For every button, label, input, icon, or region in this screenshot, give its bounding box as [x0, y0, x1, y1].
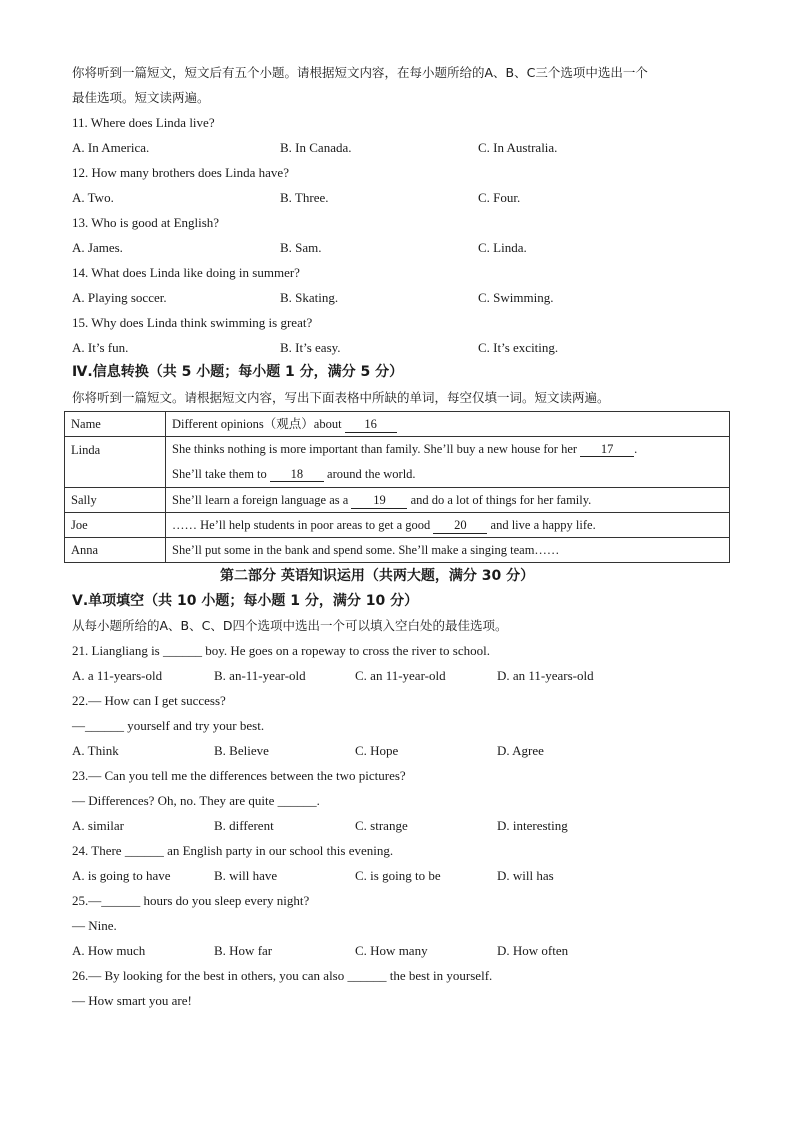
section-4-heading: Ⅳ.信息转换（共 5 小题；每小题 1 分，满分 5 分）: [72, 364, 404, 380]
question-23: 23.— Can you tell me the differences between the two pictures?: [72, 768, 406, 783]
option-24d: D. will has: [497, 868, 554, 883]
blank-20[interactable]: 20: [433, 517, 487, 534]
option-21b: B. an-11-year-old: [214, 668, 306, 683]
option-22d: D. Agree: [497, 743, 544, 758]
option-21c: C. an 11-year-old: [355, 668, 446, 683]
option-23c: C. strange: [355, 818, 408, 833]
joe-text: …… He’ll help students in poor areas to get a good: [172, 517, 431, 532]
table-cell-linda: [166, 437, 730, 488]
listening-intro-line1: 你将听到一篇短文，短文后有五个小题。请根据短文内容，在每小题所给的A、B、C三个选项中选出一个: [72, 65, 648, 80]
linda-line2-end: around the world.: [327, 467, 416, 481]
option-11b: B. In Canada.: [280, 140, 352, 155]
option-12b: B. Three.: [280, 190, 329, 205]
option-25b: B. How far: [214, 943, 273, 958]
option-11a: A. In America.: [72, 140, 150, 155]
option-22b: B. Believe: [214, 743, 269, 758]
section-5-intro: 从每小题所给的A、B、C、D四个选项中选出一个可以填入空白处的最佳选项。: [72, 618, 508, 633]
option-21a: A. a 11-years-old: [72, 668, 163, 683]
option-15c: C. It’s exciting.: [478, 340, 559, 355]
question-11: 11. Where does Linda live?: [72, 115, 215, 130]
question-22: 22.— How can I get success?: [72, 693, 226, 708]
question-25-reply: — Nine.: [72, 918, 117, 933]
sally-text: She’ll learn a foreign language as a: [172, 492, 349, 507]
option-25c: C. How many: [355, 943, 428, 958]
part-2-heading: 第二部分 英语知识运用（共两大题，满分 30 分）: [220, 568, 535, 584]
sally-text-end: and do a lot of things for her family.: [410, 492, 592, 507]
table-row-header: [65, 412, 730, 437]
option-23b: B. different: [214, 818, 274, 833]
question-13: 13. Who is good at English?: [72, 215, 220, 230]
blank-17[interactable]: 17: [580, 442, 634, 457]
question-23-reply: — Differences? Oh, no. They are quite ______.: [72, 793, 320, 808]
option-12c: C. Four.: [478, 190, 521, 205]
section-4-intro: 你将听到一篇短文。请根据短文内容，写出下面表格中所缺的单词，每空仅填一词。短文读两遍。: [72, 390, 610, 405]
option-22a: A. Think: [72, 743, 119, 758]
joe-text-end: and live a happy life.: [490, 517, 596, 532]
question-25: 25.—______ hours do you sleep every night?: [72, 893, 310, 908]
table-name-linda: Linda: [65, 437, 166, 488]
blank-19[interactable]: 19: [351, 492, 407, 509]
linda-line2-text: She’ll take them to: [172, 467, 267, 481]
table-cell-anna: She’ll put some in the bank and spend some. She’ll make a singing team……: [166, 538, 730, 563]
option-25a: A. How much: [72, 943, 146, 958]
table-row-linda: [65, 437, 730, 488]
option-13a: A. James.: [72, 240, 123, 255]
option-24a: A. is going to have: [72, 868, 171, 883]
option-21d: D. an 11-years-old: [497, 668, 594, 683]
question-26-reply: — How smart you are!: [72, 993, 192, 1008]
option-15a: A. It’s fun.: [72, 340, 129, 355]
option-14c: C. Swimming.: [478, 290, 554, 305]
section-5-heading: Ⅴ.单项填空（共 10 小题；每小题 1 分，满分 10 分）: [72, 593, 419, 609]
linda-line1-text: She thinks nothing is more important than family. She’ll buy a new house for her: [172, 442, 578, 456]
question-21: 21. Liangliang is ______ boy. He goes on a ropeway to cross the river to school.: [72, 643, 490, 658]
option-23d: D. interesting: [497, 818, 568, 833]
table-header-opinions: [166, 412, 730, 437]
table-header-name: Name: [65, 412, 166, 437]
option-24c: C. is going to be: [355, 868, 441, 883]
option-15b: B. It’s easy.: [280, 340, 341, 355]
option-13c: C. Linda.: [478, 240, 527, 255]
question-22-reply: —______ yourself and try your best.: [72, 718, 265, 733]
table-cell-joe: [166, 513, 730, 538]
table-row-anna: [65, 538, 730, 563]
listening-intro-line2: 最佳选项。短文读两遍。: [72, 90, 210, 105]
table-row-joe: [65, 513, 730, 538]
option-12a: A. Two.: [72, 190, 114, 205]
blank-16[interactable]: 16: [345, 416, 397, 433]
table-name-sally: Sally: [65, 488, 166, 513]
table-name-joe: Joe: [65, 513, 166, 538]
table-row-sally: [65, 488, 730, 513]
table-name-anna: Anna: [65, 538, 166, 563]
question-26: 26.— By looking for the best in others, you can also ______ the best in yourself.: [72, 968, 493, 983]
question-14: 14. What does Linda like doing in summer?: [72, 265, 300, 280]
option-13b: B. Sam.: [280, 240, 322, 255]
option-23a: A. similar: [72, 818, 124, 833]
info-table: [64, 411, 730, 563]
question-15: 15. Why does Linda think swimming is great?: [72, 315, 313, 330]
option-14a: A. Playing soccer.: [72, 290, 167, 305]
question-12: 12. How many brothers does Linda have?: [72, 165, 289, 180]
linda-line1-end: .: [634, 442, 638, 456]
option-11c: C. In Australia.: [478, 140, 558, 155]
option-25d: D. How often: [497, 943, 569, 958]
option-14b: B. Skating.: [280, 290, 339, 305]
option-22c: C. Hope: [355, 743, 399, 758]
table-header-text: Different opinions（观点）about: [172, 416, 342, 431]
question-24: 24. There ______ an English party in our school this evening.: [72, 843, 394, 858]
option-24b: B. will have: [214, 868, 278, 883]
blank-18[interactable]: 18: [270, 467, 324, 482]
table-cell-sally: [166, 488, 730, 513]
